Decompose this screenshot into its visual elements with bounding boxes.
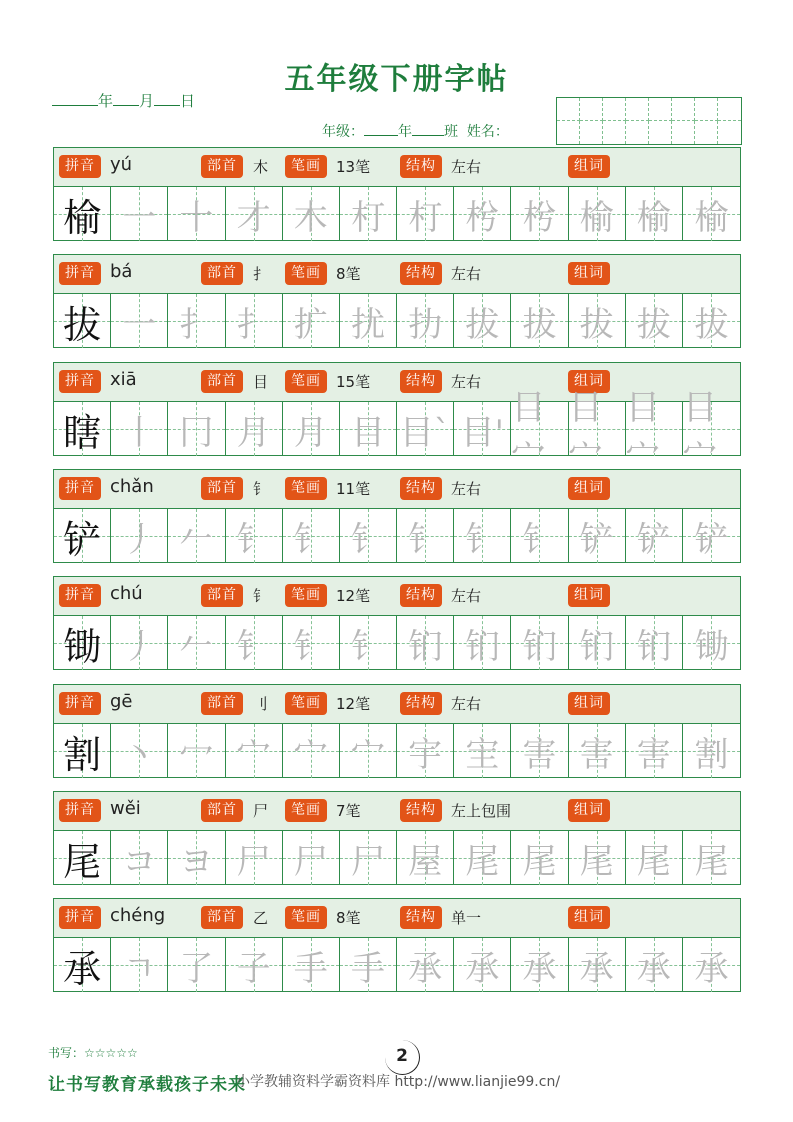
radical-badge: 部首: [201, 906, 243, 929]
trace-cell[interactable]: 了: [168, 938, 225, 992]
words-badge: 组词: [568, 692, 610, 715]
trace-cell[interactable]: 枍: [454, 187, 511, 241]
trace-cell[interactable]: 宀: [340, 724, 397, 778]
trace-cell[interactable]: 承: [569, 938, 626, 992]
trace-cell[interactable]: コ: [111, 831, 168, 885]
trace-cell[interactable]: 丨: [111, 402, 168, 456]
block-header: [54, 685, 740, 724]
structure-value: 左右: [451, 265, 482, 283]
radical-value: 钅: [253, 587, 269, 605]
trace-cell[interactable]: 子: [226, 938, 283, 992]
writing-row: [54, 187, 740, 241]
model-character: 尾: [54, 831, 111, 885]
trace-cell[interactable]: 才: [226, 187, 283, 241]
model-character: 锄: [54, 616, 111, 670]
trace-cell[interactable]: 尾: [511, 831, 568, 885]
page-title: 五年级下册字帖: [284, 62, 509, 97]
practice-block: [53, 576, 741, 670]
year-blank[interactable]: [52, 91, 98, 106]
month-blank[interactable]: [113, 91, 139, 106]
trace-cell[interactable]: 承: [454, 938, 511, 992]
block-header: [54, 255, 740, 294]
page-number: 2: [385, 1040, 420, 1075]
structure-badge: 结构: [400, 155, 442, 178]
writing-row: [54, 831, 740, 885]
trace-cell[interactable]: 承: [511, 938, 568, 992]
strokes-badge: 笔画: [285, 799, 327, 822]
words-badge: 组词: [568, 799, 610, 822]
writing-row: [54, 616, 740, 670]
writing-row: [54, 509, 740, 563]
strokes-badge: 笔画: [285, 692, 327, 715]
trace-cell[interactable]: 朾: [397, 187, 454, 241]
grade-label: 年级：: [322, 124, 364, 140]
trace-cell[interactable]: 尾: [569, 831, 626, 885]
trace-cell[interactable]: 宔: [454, 724, 511, 778]
pinyin-value: bá: [110, 261, 133, 282]
trace-cell[interactable]: 钅: [397, 509, 454, 563]
radical-value: 刂: [253, 695, 269, 713]
pinyin-value: wěi: [110, 798, 141, 819]
trace-cell[interactable]: 榆: [569, 187, 626, 241]
practice-block: [53, 254, 741, 348]
model-character: 承: [54, 938, 111, 992]
trace-cell[interactable]: 月: [226, 402, 283, 456]
practice-block: [53, 898, 741, 992]
structure-value: 左右: [451, 695, 482, 713]
trace-cell[interactable]: 承: [626, 938, 683, 992]
model-character: 割: [54, 724, 111, 778]
trace-cell[interactable]: 手: [340, 938, 397, 992]
trace-cell[interactable]: 害: [626, 724, 683, 778]
trace-cell[interactable]: 目': [454, 402, 511, 456]
radical-value: 乙: [253, 909, 269, 927]
pinyin-badge: 拼音: [59, 370, 101, 393]
grade-year-label: 年: [398, 124, 412, 140]
radical-badge: 部首: [201, 692, 243, 715]
trace-cell[interactable]: 拔: [626, 294, 683, 348]
class-blank[interactable]: [412, 122, 444, 136]
block-header: [54, 792, 740, 831]
grade-line: [322, 121, 509, 141]
model-character: 拔: [54, 294, 111, 348]
trace-cell[interactable]: 十: [168, 187, 225, 241]
words-badge: 组词: [568, 906, 610, 929]
trace-cell[interactable]: 木: [283, 187, 340, 241]
trace-cell[interactable]: 害: [511, 724, 568, 778]
trace-cell[interactable]: 目`: [397, 402, 454, 456]
trace-cell[interactable]: 钔: [511, 616, 568, 670]
structure-badge: 结构: [400, 692, 442, 715]
trace-cell[interactable]: 拔: [511, 294, 568, 348]
structure-badge: 结构: [400, 262, 442, 285]
radical-badge: 部首: [201, 584, 243, 607]
trace-cell[interactable]: 扐: [397, 294, 454, 348]
trace-cell[interactable]: 锄: [683, 616, 740, 670]
trace-cell[interactable]: 扌: [226, 294, 283, 348]
pinyin-value: xiā: [110, 369, 137, 390]
trace-cell[interactable]: 扰: [340, 294, 397, 348]
radical-value: 钅: [253, 480, 269, 498]
strokes-value: 12笔: [336, 587, 371, 605]
structure-value: 左右: [451, 480, 482, 498]
trace-cell[interactable]: 榆: [683, 187, 740, 241]
trace-cell[interactable]: 朾: [340, 187, 397, 241]
grade-blank[interactable]: [364, 122, 398, 136]
date-line: [52, 90, 195, 111]
trace-cell[interactable]: 铲: [683, 509, 740, 563]
trace-cell[interactable]: 月: [283, 402, 340, 456]
trace-cell[interactable]: 尾: [626, 831, 683, 885]
trace-cell[interactable]: 冖: [168, 724, 225, 778]
trace-cell[interactable]: 宀: [283, 724, 340, 778]
trace-cell[interactable]: 拔: [454, 294, 511, 348]
month-label: 月: [139, 92, 155, 110]
trace-cell[interactable]: 目宀: [511, 402, 568, 456]
pinyin-badge: 拼音: [59, 477, 101, 500]
watermark-text: 小学教辅资料学霸资料库 http://www.lianjie99.cn/: [236, 1074, 561, 1090]
trace-cell[interactable]: 尸: [226, 831, 283, 885]
strokes-badge: 笔画: [285, 155, 327, 178]
strokes-badge: 笔画: [285, 370, 327, 393]
trace-cell[interactable]: 𠂉: [168, 616, 225, 670]
structure-value: 左右: [451, 158, 482, 176]
radical-value: 尸: [253, 802, 269, 820]
pinyin-badge: 拼音: [59, 799, 101, 822]
pinyin-value: yú: [110, 154, 133, 175]
trace-cell[interactable]: 屋: [397, 831, 454, 885]
pinyin-badge: 拼音: [59, 155, 101, 178]
pinyin-badge: 拼音: [59, 262, 101, 285]
block-header: [54, 148, 740, 187]
model-character: 榆: [54, 187, 111, 241]
trace-cell[interactable]: 一: [111, 187, 168, 241]
structure-badge: 结构: [400, 477, 442, 500]
structure-badge: 结构: [400, 906, 442, 929]
writing-row: [54, 388, 740, 477]
words-badge: 组词: [568, 155, 610, 178]
strokes-value: 8笔: [336, 909, 361, 927]
strokes-value: 11笔: [336, 480, 371, 498]
trace-cell[interactable]: 铲: [569, 509, 626, 563]
trace-cell[interactable]: 钅: [454, 509, 511, 563]
trace-cell[interactable]: 榆: [626, 187, 683, 241]
structure-value: 单一: [451, 909, 482, 927]
pinyin-value: chú: [110, 583, 143, 604]
radical-badge: 部首: [201, 799, 243, 822]
trace-cell[interactable]: 拔: [569, 294, 626, 348]
trace-cell[interactable]: 一: [111, 294, 168, 348]
trace-cell[interactable]: 扌: [168, 294, 225, 348]
structure-badge: 结构: [400, 584, 442, 607]
radical-value: 木: [253, 158, 269, 176]
pinyin-badge: 拼音: [59, 692, 101, 715]
trace-cell[interactable]: 尾: [454, 831, 511, 885]
structure-badge: 结构: [400, 799, 442, 822]
pinyin-badge: 拼音: [59, 584, 101, 607]
radical-badge: 部首: [201, 477, 243, 500]
words-badge: 组词: [568, 477, 610, 500]
structure-value: 左右: [451, 373, 482, 391]
trace-cell[interactable]: 拔: [683, 294, 740, 348]
practice-block: [53, 147, 741, 241]
trace-cell[interactable]: ㄱ: [111, 938, 168, 992]
strokes-value: 7笔: [336, 802, 361, 820]
radical-value: 扌: [253, 265, 269, 283]
trace-cell[interactable]: 丶: [111, 724, 168, 778]
pinyin-badge: 拼音: [59, 906, 101, 929]
writing-row: [54, 938, 740, 992]
trace-cell[interactable]: 冂: [168, 402, 225, 456]
day-label: 日: [180, 92, 196, 110]
trace-cell[interactable]: 钅: [283, 509, 340, 563]
trace-cell[interactable]: 钅: [511, 509, 568, 563]
strokes-badge: 笔画: [285, 906, 327, 929]
pinyin-value: chéng: [110, 905, 166, 926]
structure-value: 左右: [451, 587, 482, 605]
strokes-value: 13笔: [336, 158, 371, 176]
strokes-value: 8笔: [336, 265, 361, 283]
strokes-value: 15笔: [336, 373, 371, 391]
trace-cell[interactable]: 目: [340, 402, 397, 456]
name-writing-grid[interactable]: [556, 97, 742, 145]
trace-cell[interactable]: 目宀: [569, 402, 626, 456]
trace-cell[interactable]: 钔: [397, 616, 454, 670]
year-label: 年: [98, 92, 114, 110]
pinyin-value: gē: [110, 691, 133, 712]
trace-cell[interactable]: 钔: [454, 616, 511, 670]
trace-cell[interactable]: 丿: [111, 616, 168, 670]
strokes-badge: 笔画: [285, 262, 327, 285]
words-badge: 组词: [568, 262, 610, 285]
words-badge: 组词: [568, 370, 610, 393]
words-badge: 组词: [568, 584, 610, 607]
rating-label: 书写：☆☆☆☆☆: [48, 1046, 138, 1060]
pinyin-value: chǎn: [110, 476, 154, 497]
trace-cell[interactable]: 铲: [626, 509, 683, 563]
model-character: 瞎: [54, 402, 111, 456]
model-character: 铲: [54, 509, 111, 563]
trace-cell[interactable]: 钅: [226, 509, 283, 563]
structure-value: 左上包围: [451, 802, 512, 820]
trace-cell[interactable]: 丿: [111, 509, 168, 563]
trace-cell[interactable]: 害: [569, 724, 626, 778]
trace-cell[interactable]: 扩: [283, 294, 340, 348]
trace-cell[interactable]: 目宀: [626, 402, 683, 456]
strokes-value: 12笔: [336, 695, 371, 713]
block-header: [54, 899, 740, 938]
trace-cell[interactable]: 钅: [340, 509, 397, 563]
trace-cell[interactable]: 枍: [511, 187, 568, 241]
trace-cell[interactable]: 钔: [569, 616, 626, 670]
trace-cell[interactable]: 承: [683, 938, 740, 992]
trace-cell[interactable]: 宇: [397, 724, 454, 778]
trace-cell[interactable]: 尸: [340, 831, 397, 885]
trace-cell[interactable]: 目宀: [683, 402, 740, 456]
practice-block: [53, 684, 741, 778]
trace-cell[interactable]: 割: [683, 724, 740, 778]
name-label: 姓名：: [466, 124, 509, 140]
trace-cell[interactable]: 承: [397, 938, 454, 992]
radical-badge: 部首: [201, 370, 243, 393]
trace-cell[interactable]: ヨ: [168, 831, 225, 885]
trace-cell[interactable]: 手: [283, 938, 340, 992]
day-blank[interactable]: [154, 91, 180, 106]
trace-cell[interactable]: 钔: [626, 616, 683, 670]
radical-value: 目: [253, 373, 269, 391]
practice-block: [53, 469, 741, 563]
slogan: 让书写教育承载孩子未来: [48, 1075, 246, 1095]
strokes-badge: 笔画: [285, 477, 327, 500]
writing-row: [54, 294, 740, 348]
trace-cell[interactable]: 尸: [283, 831, 340, 885]
radical-badge: 部首: [201, 155, 243, 178]
block-header: [54, 577, 740, 616]
strokes-badge: 笔画: [285, 584, 327, 607]
writing-row: [54, 724, 740, 778]
trace-cell[interactable]: 钅: [283, 616, 340, 670]
practice-block: [53, 362, 741, 477]
structure-badge: 结构: [400, 370, 442, 393]
trace-cell[interactable]: 钅: [226, 616, 283, 670]
trace-cell[interactable]: 钅: [340, 616, 397, 670]
class-label: 班: [444, 124, 458, 140]
trace-cell[interactable]: 𠂉: [168, 509, 225, 563]
trace-cell[interactable]: 尾: [683, 831, 740, 885]
trace-cell[interactable]: 宀: [226, 724, 283, 778]
radical-badge: 部首: [201, 262, 243, 285]
practice-block: [53, 791, 741, 885]
